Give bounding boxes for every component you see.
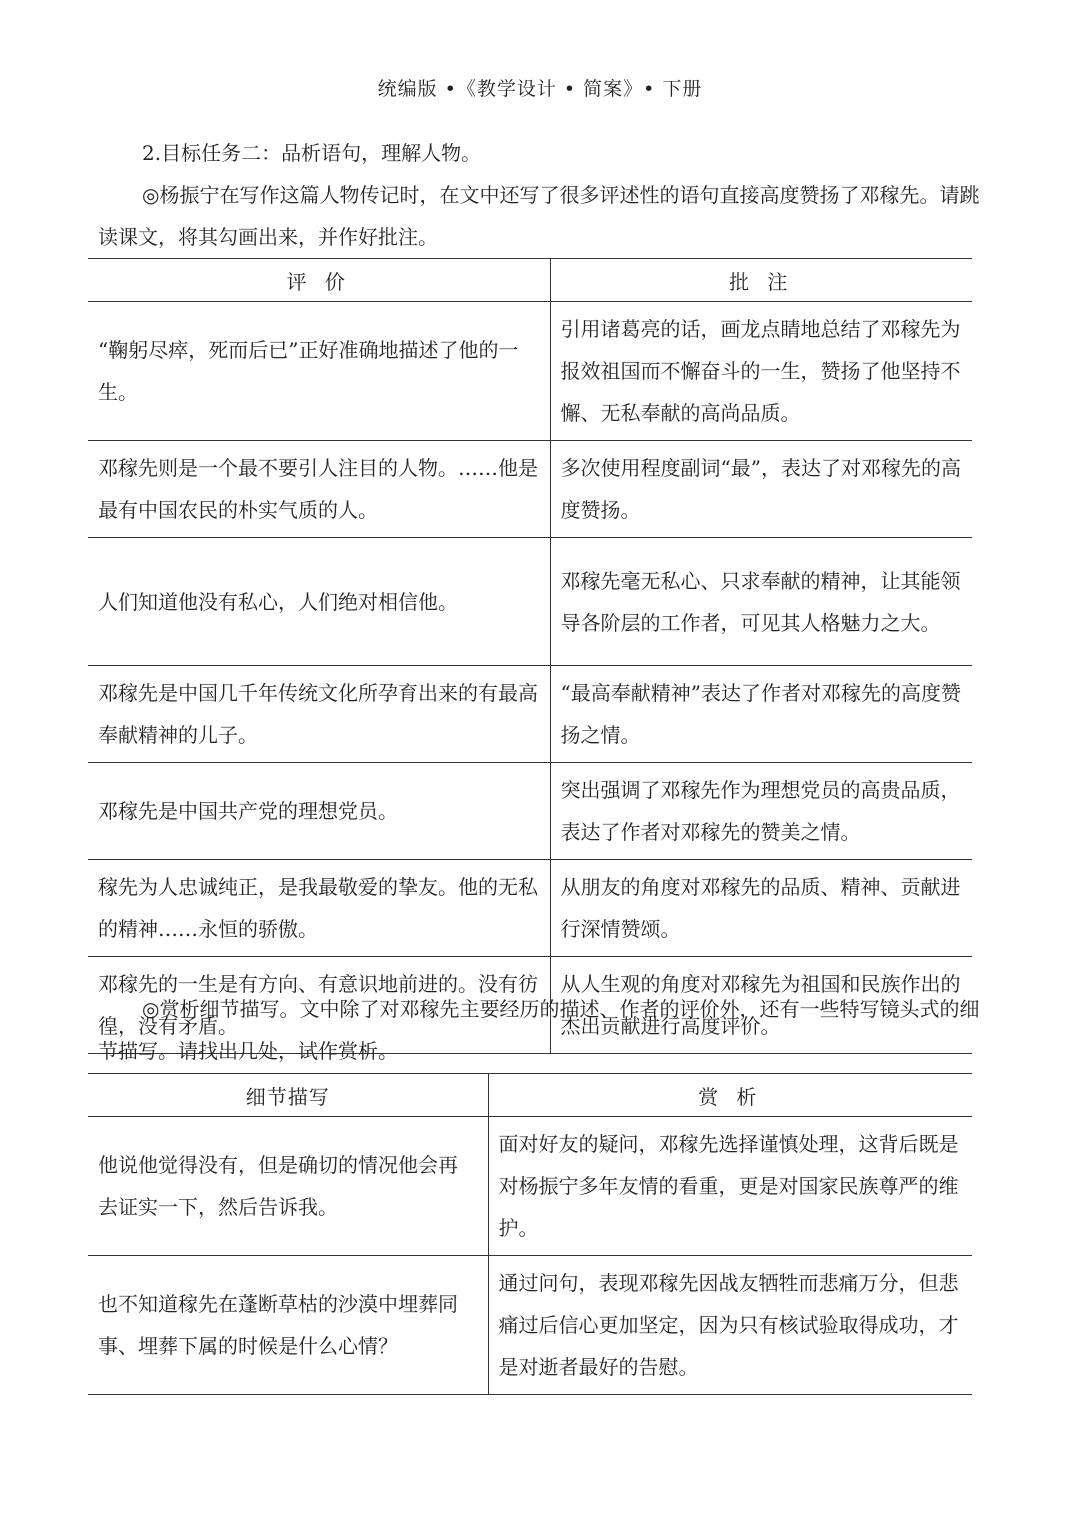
annotation-cell: 突出强调了邓稼先作为理想党员的高贵品质，表达了作者对邓稼先的赞美之情。 [550,763,972,860]
intro-detail: ◎赏析细节描写。文中除了对邓稼先主要经历的描述、作者的评价外，还有一些特写镜头式的细节描写。请找出几处，试作赏析。 [98,997,980,1063]
evaluation-cell: 人们知道他没有私心，人们绝对相信他。 [88,538,550,666]
evaluation-cell: 邓稼先是中国共产党的理想党员。 [88,763,550,860]
annotation-cell: 引用诸葛亮的话，画龙点睛地总结了邓稼先为报效祖国而不懈奋斗的一生，赞扬了他坚持不懈、无私奉献的高尚品质。 [550,302,972,441]
page-header: 统编版 •《教学设计 • 简案》• 下册 [377,78,703,100]
detail-table [88,1073,972,1395]
appreciation-cell: 面对好友的疑问，邓稼先选择谨慎处理，这背后既是对杨振宁多年友情的看重，更是对国家民族尊严的维护。 [488,1117,972,1256]
header-detail: 细节描写 [88,1074,488,1117]
evaluation-cell: 邓稼先是中国几千年传统文化所孕育出来的有最高奉献精神的儿子。 [88,666,550,763]
evaluation-cell: 邓稼先的一生是有方向、有意识地前进的。没有彷徨，没有矛盾。 [88,957,550,1054]
evaluation-table [88,258,972,1054]
table-header-row [88,259,972,302]
table-row [88,666,972,763]
table-row [88,860,972,957]
table-row [88,763,972,860]
table-row [88,538,972,666]
header-appreciation: 赏 析 [488,1074,972,1117]
annotation-cell: 从朋友的角度对邓稼先的品质、精神、贡献进行深情赞颂。 [550,860,972,957]
annotation-cell: 邓稼先毫无私心、只求奉献的精神，让其能领导各阶层的工作者，可见其人格魅力之大。 [550,538,972,666]
evaluation-cell: “鞠躬尽瘁，死而后已”正好准确地描述了他的一生。 [88,302,550,441]
detail-cell: 他说他觉得没有，但是确切的情况他会再去证实一下，然后告诉我。 [88,1117,488,1256]
table-row [88,441,972,538]
table-row [88,1117,972,1256]
table-row [88,302,972,441]
intro-evaluation: ◎杨振宁在写作这篇人物传记时，在文中还写了很多评述性的语句直接高度赞扬了邓稼先。请跳读课文，将其勾画出来，并作好批注。 [98,183,980,249]
annotation-cell: “最高奉献精神”表达了作者对邓稼先的高度赞扬之情。 [550,666,972,763]
table-row [88,1256,972,1395]
appreciation-cell: 通过问句，表现邓稼先因战友牺牲而悲痛万分，但悲痛过后信心更加坚定，因为只有核试验取得成功，才是对逝者最好的告慰。 [488,1256,972,1395]
task-title: 2.目标任务二：品析语句，理解人物。 [142,141,482,165]
header-evaluation: 评 价 [88,259,550,302]
annotation-cell: 多次使用程度副词“最”，表达了对邓稼先的高度赞扬。 [550,441,972,538]
evaluation-cell: 邓稼先则是一个最不要引人注目的人物。……他是最有中国农民的朴实气质的人。 [88,441,550,538]
evaluation-cell: 稼先为人忠诚纯正，是我最敬爱的挚友。他的无私的精神……永恒的骄傲。 [88,860,550,957]
table-header-row [88,1074,972,1117]
annotation-cell: 从人生观的角度对邓稼先为祖国和民族作出的杰出贡献进行高度评价。 [550,957,972,1054]
detail-cell: 也不知道稼先在蓬断草枯的沙漠中埋葬同事、埋葬下属的时候是什么心情？ [88,1256,488,1395]
header-annotation: 批 注 [550,259,972,302]
